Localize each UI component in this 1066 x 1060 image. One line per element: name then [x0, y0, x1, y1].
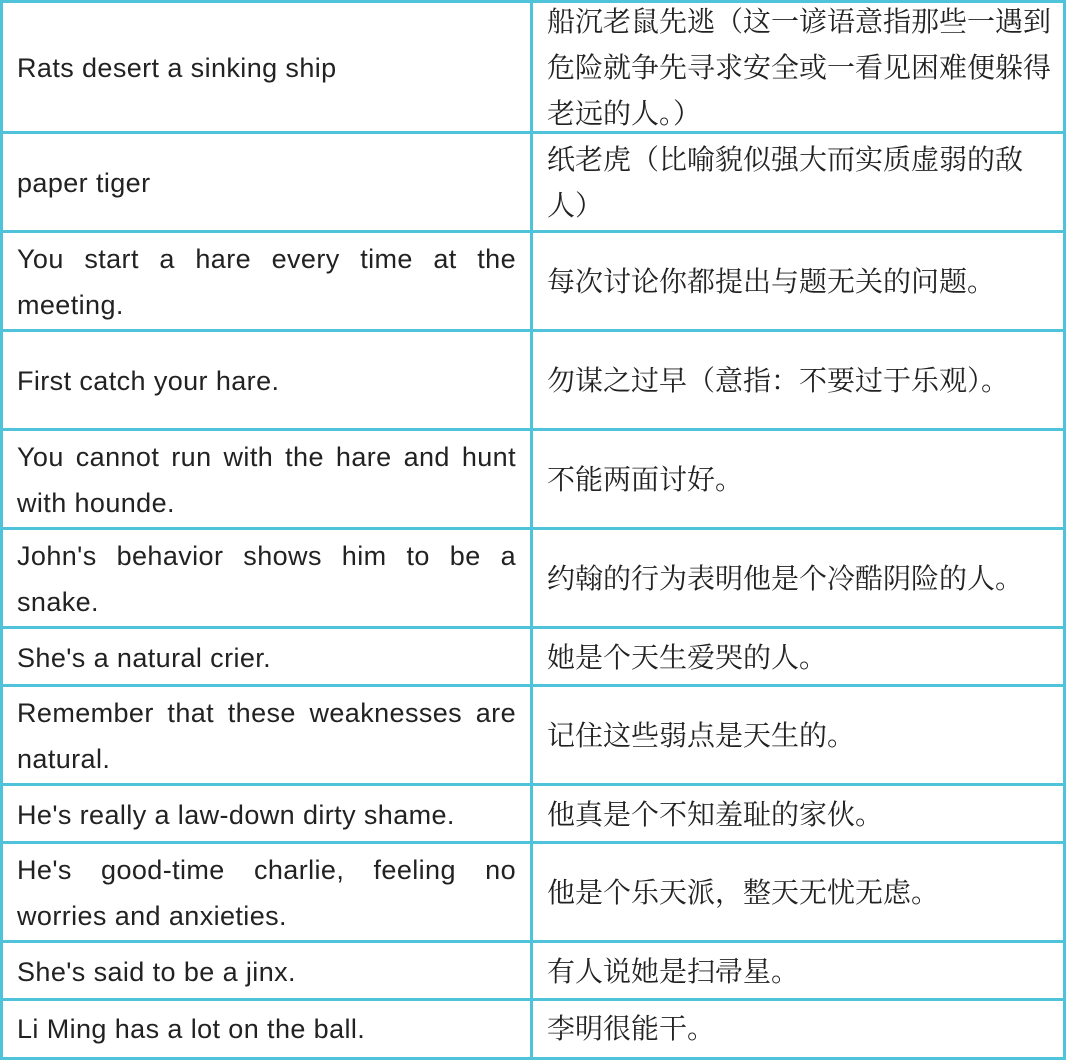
chinese-text: 有人说她是扫帚星。 [547, 954, 800, 988]
english-cell [0, 687, 533, 785]
chinese-text: 每次讨论你都提出与题无关的问题。 [547, 265, 996, 298]
table-row [0, 131, 1066, 231]
chinese-cell [533, 431, 1066, 528]
english-text: She's said to be a jinx. [17, 956, 296, 987]
chinese-cell [533, 134, 1066, 231]
chinese-text: 记住这些弱点是天生的。 [547, 719, 856, 752]
chinese-cell [533, 530, 1066, 628]
table-row [0, 998, 1066, 1060]
english-text: paper tiger [17, 167, 151, 198]
chinese-cell [533, 332, 1066, 430]
english-text: You start a hare every time at the meeting. [17, 244, 516, 320]
chinese-text: 他真是个不知羞耻的家伙。 [547, 797, 884, 831]
chinese-cell [533, 3, 1066, 133]
english-text: He's good-time charlie, feeling no worries and anxieties. [17, 855, 516, 931]
english-cell [0, 233, 533, 331]
chinese-text: 船沉老鼠先逃（这一谚语意指那些一遇到危险就争先寻求安全或一看见困难便躲得老远的人。） [547, 5, 1052, 130]
english-text: Rats desert a sinking ship [17, 53, 337, 83]
chinese-text: 约翰的行为表明他是个冷酷阴险的人。 [547, 562, 1024, 595]
chinese-cell [533, 629, 1066, 686]
chinese-text: 他是个乐天派，整天无忧无虑。 [547, 876, 940, 909]
english-text: She's a natural crier. [17, 642, 272, 673]
chinese-text: 不能两面讨好。 [547, 462, 744, 496]
english-text: Remember that these weaknesses are natural. [17, 698, 516, 774]
english-cell [0, 844, 533, 942]
table-row [0, 428, 1066, 528]
english-text: He's really a law-down dirty shame. [17, 799, 455, 830]
table-row [0, 230, 1066, 331]
table-row [0, 684, 1066, 785]
table-row [0, 0, 1066, 133]
english-cell [0, 943, 533, 1000]
english-cell [0, 332, 533, 430]
chinese-text: 纸老虎（比喻貌似强大而实质虚弱的敌人） [547, 142, 1024, 222]
english-text: John's behavior shows him to be a snake. [17, 541, 516, 617]
chinese-cell [533, 1001, 1066, 1057]
chinese-text: 李明很能干。 [547, 1012, 716, 1045]
english-cell [0, 431, 533, 528]
english-cell [0, 134, 533, 231]
english-text: You cannot run with the hare and hunt with hounde. [17, 441, 516, 518]
chinese-cell [533, 844, 1066, 942]
chinese-cell [533, 687, 1066, 785]
table-row [0, 940, 1066, 1000]
table-row [0, 527, 1066, 628]
chinese-cell [533, 943, 1066, 1000]
english-cell [0, 1001, 533, 1057]
english-cell [0, 629, 533, 686]
chinese-cell [533, 233, 1066, 331]
table-row [0, 783, 1066, 843]
table-row [0, 626, 1066, 686]
table-row [0, 329, 1066, 430]
table-row [0, 841, 1066, 942]
english-text: First catch your hare. [17, 366, 280, 396]
english-text: Li Ming has a lot on the ball. [17, 1014, 366, 1044]
chinese-text: 她是个天生爱哭的人。 [547, 640, 828, 674]
english-cell [0, 3, 533, 133]
chinese-cell [533, 786, 1066, 843]
english-cell [0, 786, 533, 843]
chinese-text: 勿谋之过早（意指：不要过于乐观）。 [547, 364, 1010, 397]
english-cell [0, 530, 533, 628]
